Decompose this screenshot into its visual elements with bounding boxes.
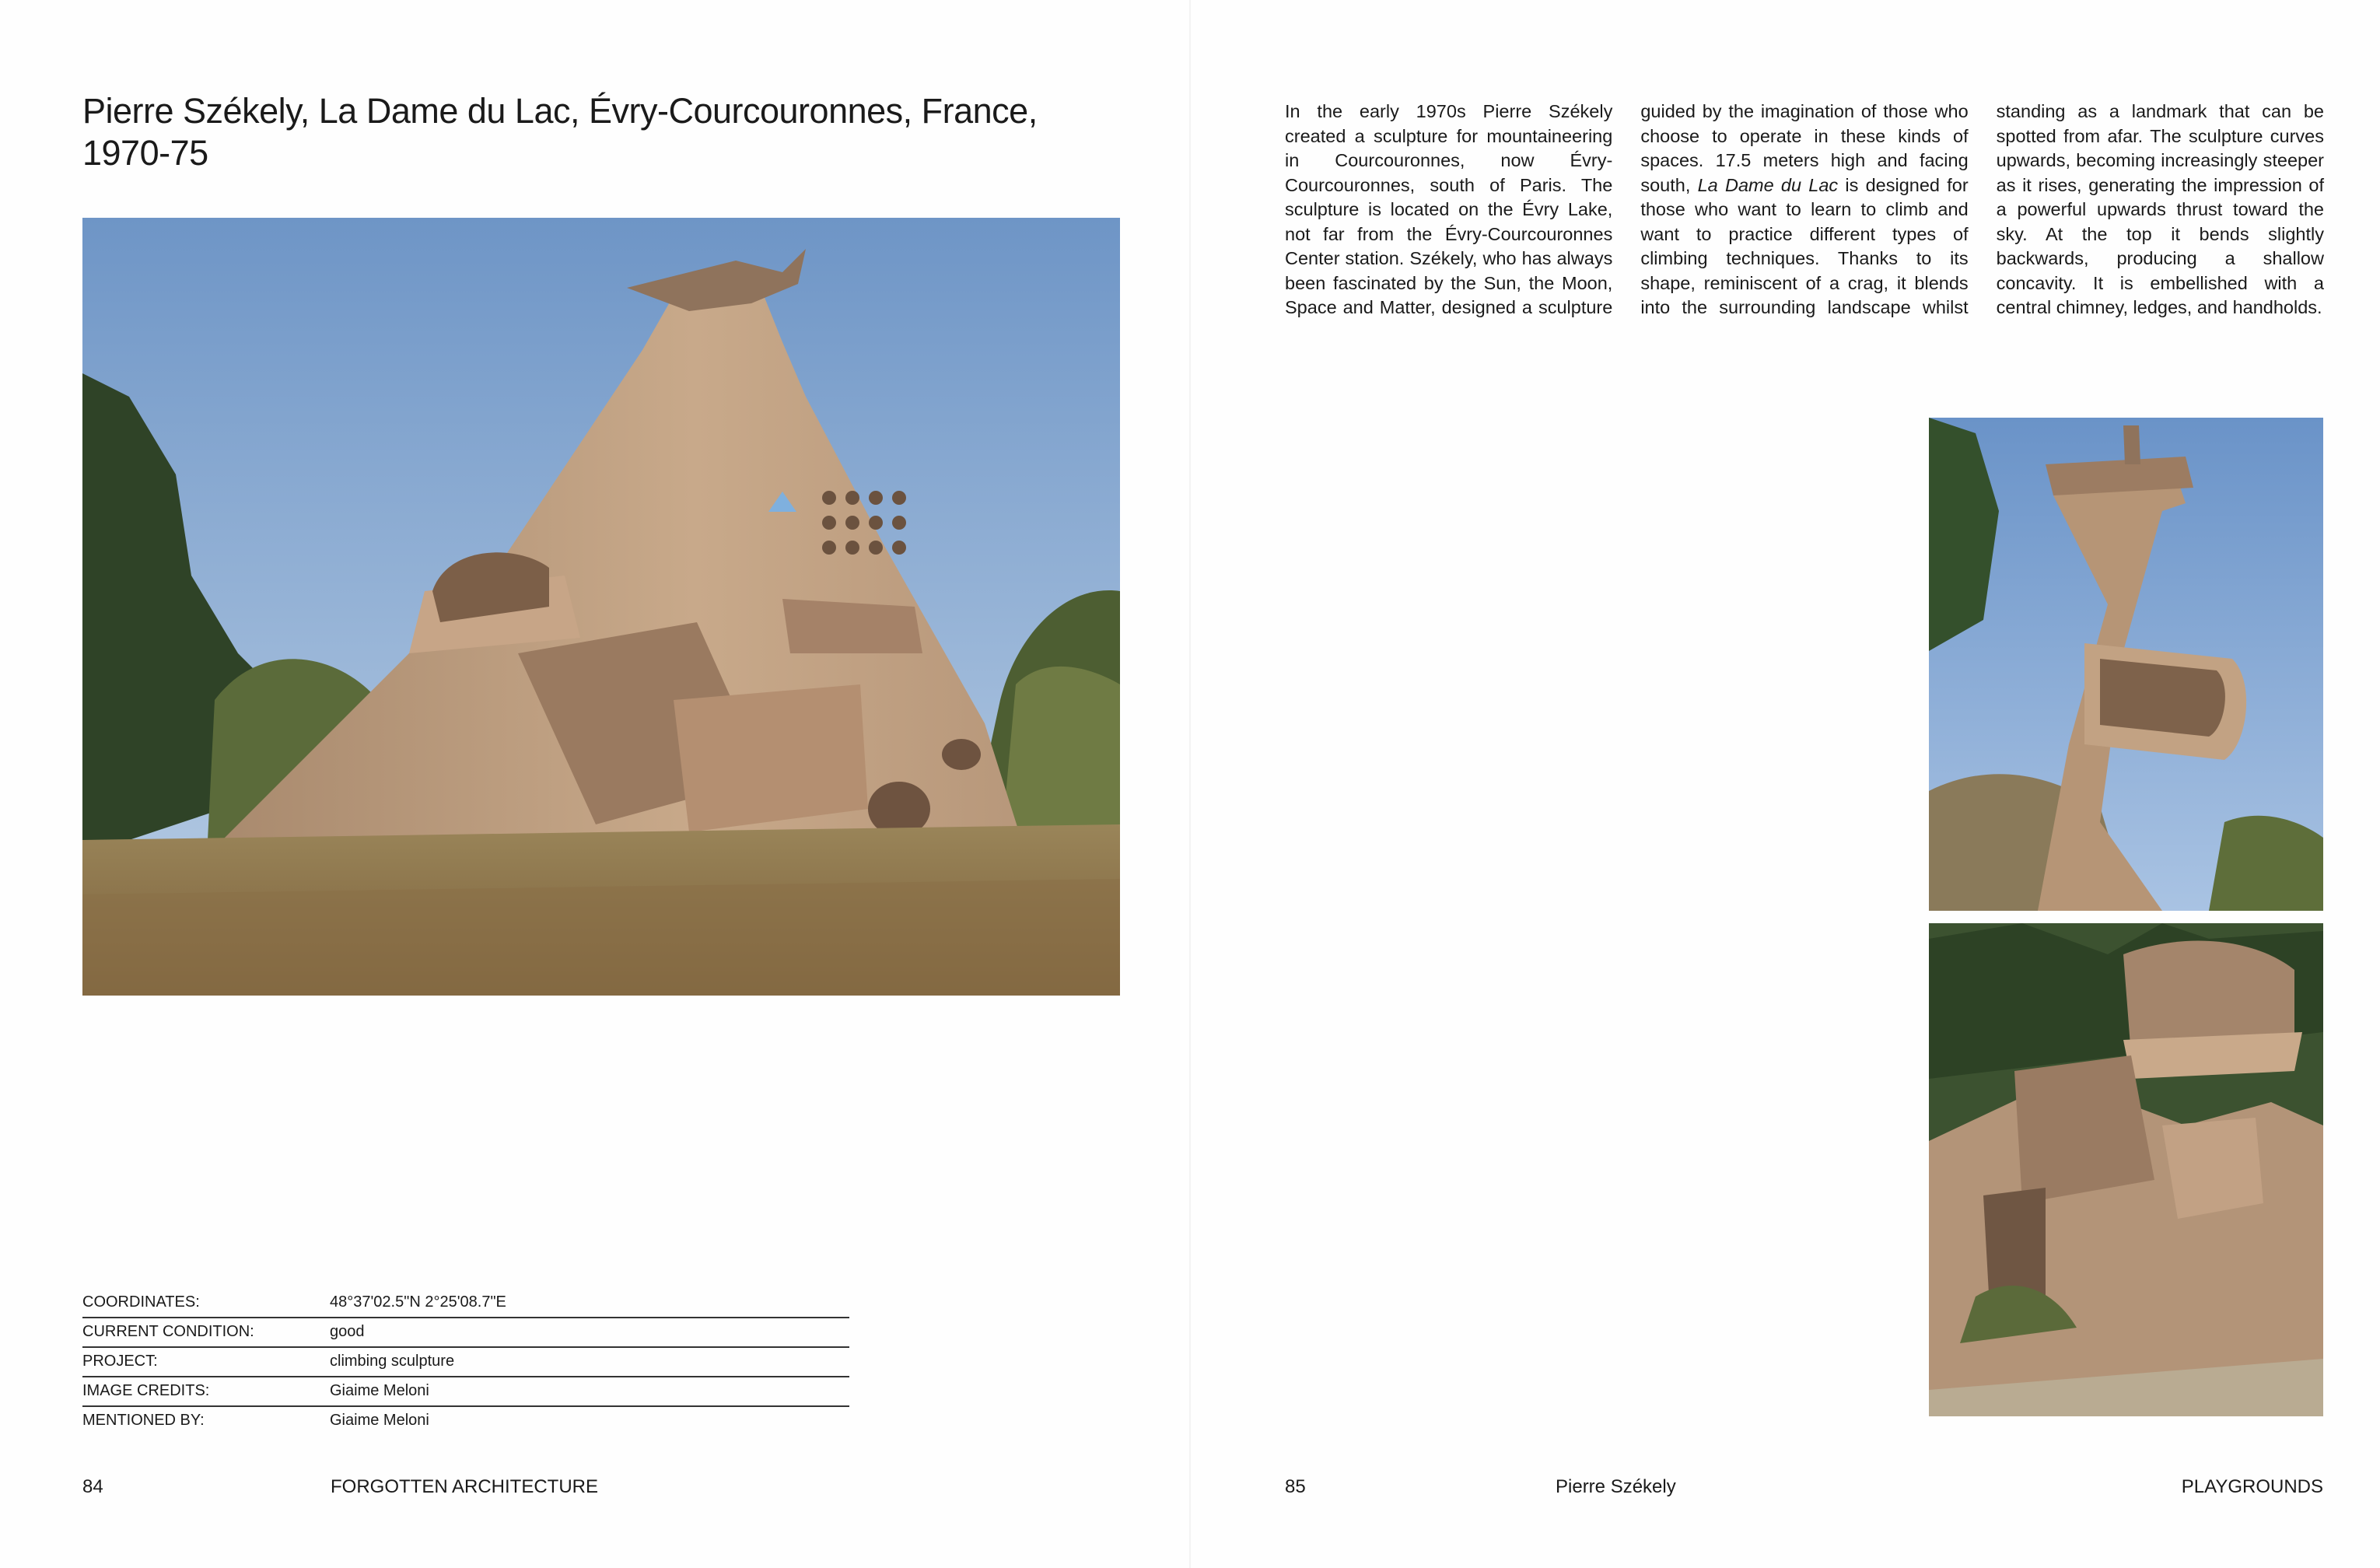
body-text-part1: In the early 1970s Pierre Székely created a sculpture for mountaineering in Courcouronnes, now Évry-Courcouronnes, south of Paris. The sculpture is located on the Évry Lake, not far from the Évry-Courcouronnes Center station. Székely, who has always been fascinated by the Sun, the Moon, Space and Matter, designed a sculpture guided by the imagination of those who choose to operate in these kinds of spaces. 17.5 meters high and facing south,	[1285, 101, 1969, 317]
info-row-image-credits	[82, 1378, 849, 1407]
detail-photo-top	[1929, 418, 2323, 911]
info-label: CURRENT CONDITION:	[82, 1323, 254, 1340]
info-label: PROJECT:	[82, 1353, 158, 1370]
running-title-left: FORGOTTEN ARCHITECTURE	[331, 1476, 599, 1497]
running-name-right: Pierre Székely	[1556, 1476, 1676, 1497]
info-value: Giaime Meloni	[330, 1412, 429, 1429]
info-label: MENTIONED BY:	[82, 1412, 205, 1429]
running-section-right: PLAYGROUNDS	[2181, 1476, 2323, 1497]
body-paragraph	[1285, 100, 2324, 320]
article-title: Pierre Székely, La Dame du Lac, Évry-Courcouronnes, France, 1970-75	[82, 91, 1038, 173]
info-row-mentioned-by	[82, 1408, 849, 1435]
info-row-project	[82, 1349, 849, 1377]
body-text-italic-title: La Dame du Lac	[1697, 174, 1839, 195]
body-text-part2: is designed for those who want to learn to climb and want to practice different types of climbing techniques. Thanks to its shape, reminiscent of a crag, it blends into the surrounding landscape whilst standing as a landmark that can be spotted from afar. The sculpture curves upwards, becoming increasingly steeper as it rises, generating the impression of a powerful upwards thrust toward the sky. At the top it bends slightly backwards, producing a shallow concavity. It is embellished with a central chimney, ledges, and handholds.	[1640, 101, 2324, 317]
body-text	[1285, 100, 2324, 320]
page-gutter	[1189, 0, 1191, 1568]
main-photo-graphic	[82, 218, 1120, 996]
info-label: COORDINATES:	[82, 1293, 200, 1311]
info-value: good	[330, 1323, 365, 1340]
info-row-coordinates	[82, 1290, 849, 1318]
page-number-left: 84	[82, 1476, 103, 1497]
info-label: IMAGE CREDITS:	[82, 1382, 210, 1399]
page-number-right: 85	[1285, 1476, 1306, 1497]
info-value: Giaime Meloni	[330, 1382, 429, 1399]
detail-photo-bottom-graphic	[1929, 923, 2323, 1416]
info-table	[82, 1290, 849, 1436]
info-value: climbing sculpture	[330, 1353, 455, 1370]
detail-photo-bottom	[1929, 923, 2323, 1416]
main-photo-la-dame-du-lac	[82, 218, 1120, 996]
info-row-condition	[82, 1319, 849, 1348]
info-value: 48°37'02.5"N 2°25'08.7"E	[330, 1293, 506, 1311]
detail-photo-top-graphic	[1929, 418, 2323, 911]
